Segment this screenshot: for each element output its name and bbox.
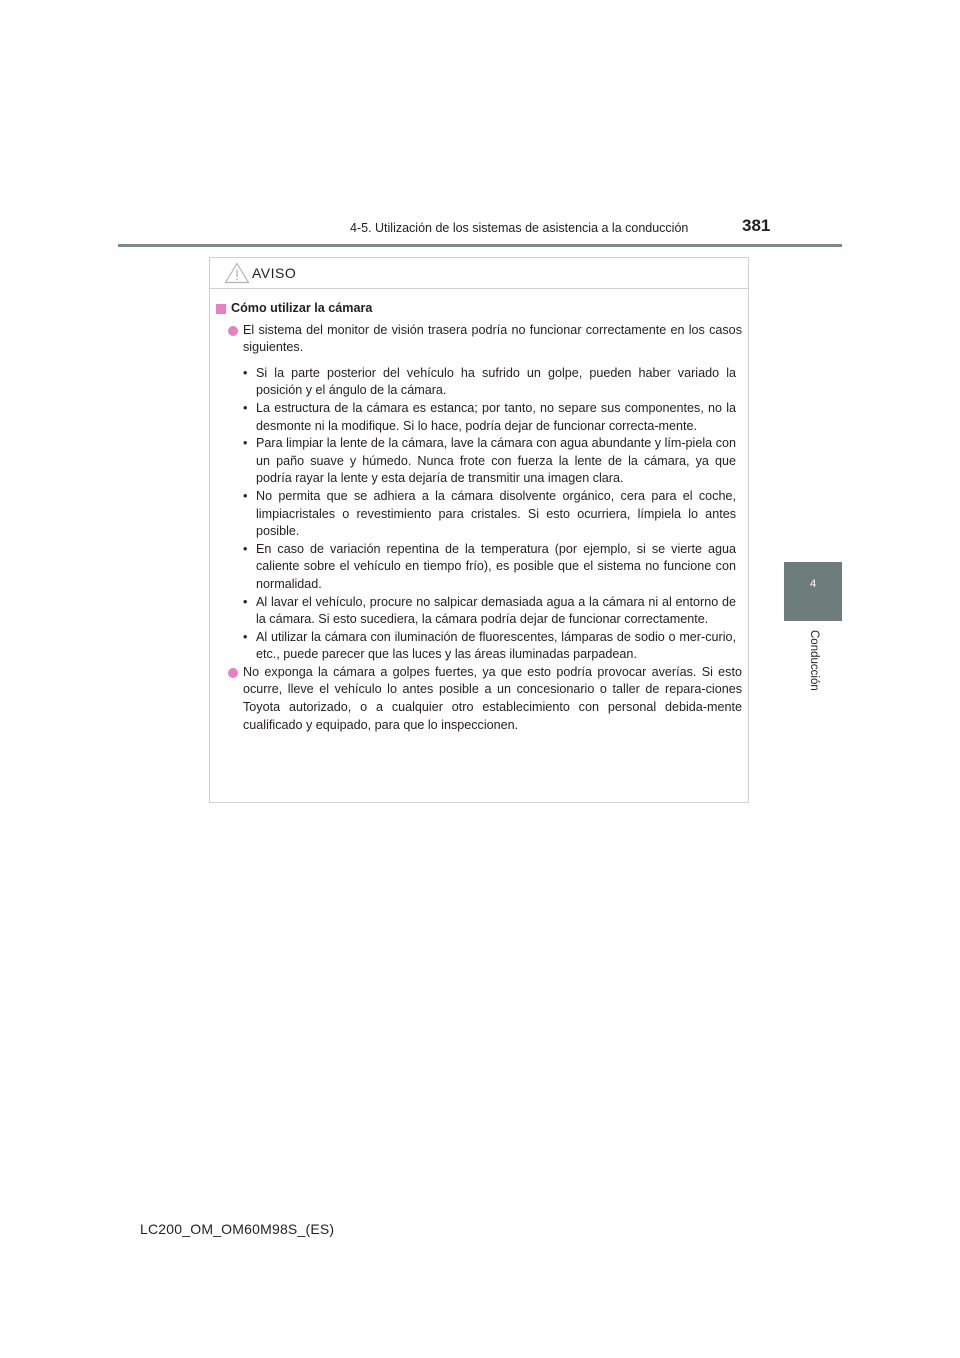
warning-title: AVISO <box>252 265 297 281</box>
chapter-tab <box>784 562 842 621</box>
page-number: 381 <box>742 216 771 235</box>
footer-model-code: LC200_OM_OM60M98S_(ES) <box>140 1221 335 1237</box>
bullet-dot: • <box>243 365 248 380</box>
circle-bullet-icon <box>228 326 238 336</box>
circle-item-1-text: El sistema del monitor de visión trasera podría no funcionar correctamente en los casos siguientes. <box>243 322 742 355</box>
subhead <box>214 300 742 318</box>
circle-item-2 <box>214 664 742 734</box>
bullet-list <box>214 365 742 664</box>
header-divider <box>118 244 842 247</box>
list-item: • En caso de variación repentina de la temperatura (por ejemplo, si se vierte agua caliente sobre el vehículo en tiempo frío), es posible que el sistema no funcione con normalidad. <box>243 541 736 591</box>
warning-body <box>210 289 748 734</box>
bullet-dot: • <box>243 436 248 451</box>
bullet-dot: • <box>243 488 248 503</box>
warning-box <box>209 257 749 803</box>
list-item: • No permita que se adhiera a la cámara disolvente orgánico, cera para el coche, limpiacristales o revestimiento para cristales. Si esto ocurriera, límpiela lo antes posible. <box>243 488 736 539</box>
circle-item-1 <box>214 322 742 357</box>
list-item: • Para limpiar la lente de la cámara, lave la cámara con agua abundante y lím-piela con un paño suave y húmedo. Nunca frote con fuerza la lente de la cámara, ya que podría rayar la lente y esta dejaría de transmitir una imagen clara. <box>243 436 736 486</box>
bullet-dot: • <box>243 541 248 556</box>
list-item: • La estructura de la cámara es estanca; por tanto, no separe sus componentes, no la desmonte ni la modifique. Si lo hace, podría dejar de funcionar correcta-mente. <box>243 400 736 433</box>
subhead-text: Cómo utilizar la cámara <box>231 301 373 315</box>
list-item: • Al utilizar la cámara con iluminación de fluorescentes, lámparas de sodio o mer-curio, etc., puede parecer que las luces y las áreas iluminadas parpadean. <box>243 629 736 662</box>
circle-item-2-text: No exponga la cámara a golpes fuertes, ya que esto podría provocar averías. Si esto ocurre, lleve el vehículo lo antes posible a un concesionario o taller de repara-ciones Toyota autorizado, o a cualquier otro establecimiento con personal debida-mente cualificado y equipado, para que lo inspeccionen. <box>243 664 742 732</box>
list-item: • Al lavar el vehículo, procure no salpicar demasiada agua a la cámara ni al entorno de la cámara. Si esto sucediera, la cámara podría dejar de funcionar correctamente. <box>243 594 736 627</box>
chapter-number: 4 <box>809 578 817 590</box>
header-section-title: 4-5. Utilización de los sistemas de asistencia a la conducción <box>350 221 689 235</box>
warning-header <box>210 258 748 289</box>
circle-bullet-icon <box>228 668 238 678</box>
bullet-dot: • <box>243 400 248 415</box>
chapter-name: Conducción <box>808 630 820 691</box>
bullet-dot: • <box>243 629 248 644</box>
warning-triangle-icon <box>224 262 250 284</box>
list-item: • Si la parte posterior del vehículo ha sufrido un golpe, pueden haber variado la posición y el ángulo de la cámara. <box>243 365 736 398</box>
bullet-dot: • <box>243 594 248 609</box>
square-bullet-icon <box>216 304 226 314</box>
